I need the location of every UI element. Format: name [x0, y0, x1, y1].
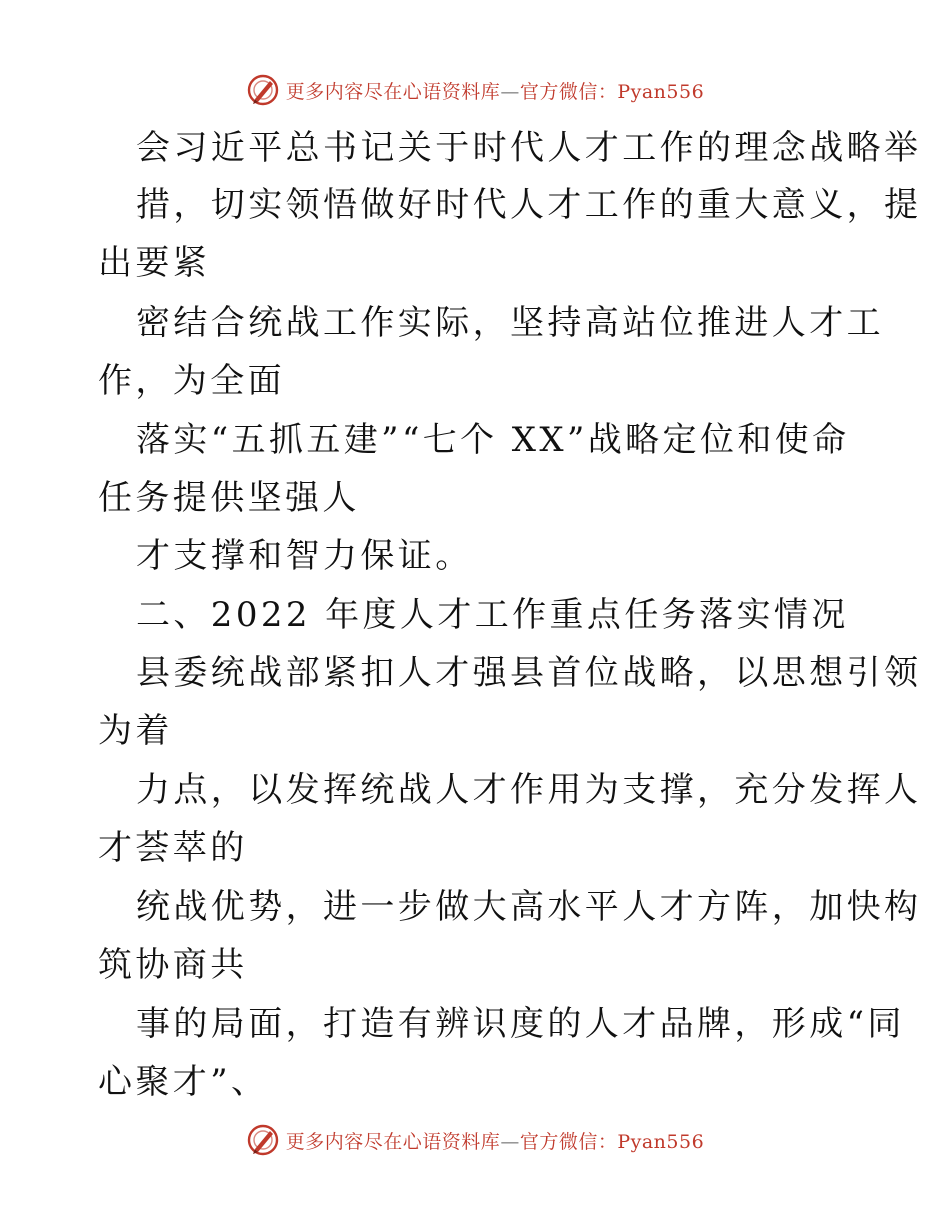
watermark-text	[286, 77, 704, 104]
body-line-13: 才荟萃的	[98, 828, 248, 868]
body-line-1: 会习近平总书记关于时代人才工作的理念战略举	[136, 128, 922, 168]
body-line-6: 落实“五抓五建”“七个 XX”战略定位和使命	[136, 420, 850, 460]
watermark-wechat: 官方微信：	[519, 1130, 618, 1153]
watermark-account: Pyan556	[617, 80, 705, 103]
body-line-11: 为着	[98, 711, 173, 751]
body-line-5: 作，为全面	[98, 361, 285, 401]
body-line-7: 任务提供坚强人	[98, 478, 360, 518]
body-line-17: 心聚才”、	[98, 1062, 269, 1102]
section-heading: 二、2022 年度人才工作重点任务落实情况	[136, 595, 849, 635]
watermark-text	[286, 1127, 704, 1154]
body-line-3: 出要紧	[98, 243, 211, 283]
pen-circle-logo-icon	[246, 1123, 280, 1157]
watermark-site: 更多内容尽在心语资料库	[285, 80, 501, 103]
pen-circle-logo-icon	[246, 73, 280, 107]
body-line-2: 措，切实领悟做好时代人才工作的重大意义，提	[136, 185, 922, 225]
body-line-8: 才支撑和智力保证。	[136, 536, 473, 576]
watermark-site: 更多内容尽在心语资料库	[285, 1130, 501, 1153]
watermark-wechat: 官方微信：	[519, 80, 618, 103]
footer-watermark	[0, 1120, 950, 1160]
watermark-account: Pyan556	[617, 1130, 705, 1153]
body-line-4: 密结合统战工作实际，坚持高站位推进人才工	[136, 303, 884, 343]
body-line-14: 统战优势，进一步做大高水平人才方阵，加快构	[136, 887, 922, 927]
body-line-10: 县委统战部紧扣人才强县首位战略，以思想引领	[136, 653, 922, 693]
watermark-dash: —	[500, 1130, 520, 1153]
watermark-dash: —	[500, 80, 520, 103]
header-watermark	[0, 70, 950, 110]
body-line-15: 筑协商共	[98, 945, 248, 985]
body-line-16: 事的局面，打造有辨识度的人才品牌，形成“同	[136, 1004, 905, 1044]
body-line-12: 力点，以发挥统战人才作用为支撑，充分发挥人	[136, 770, 922, 810]
